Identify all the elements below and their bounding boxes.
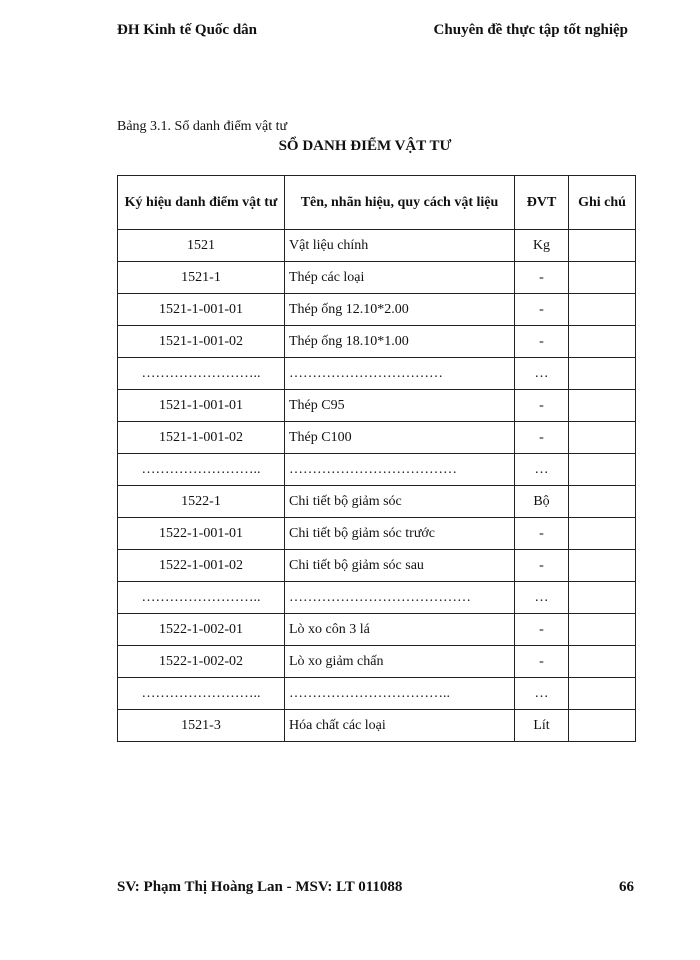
cell-note <box>569 390 636 422</box>
table-row <box>118 294 636 326</box>
cell-name: Lò xo giảm chấn <box>285 646 515 678</box>
column-header-unit: ĐVT <box>515 176 569 230</box>
cell-note <box>569 454 636 486</box>
cell-note <box>569 614 636 646</box>
cell-unit: … <box>515 358 569 390</box>
cell-code: 1522-1 <box>118 486 285 518</box>
column-header-name: Tên, nhãn hiệu, quy cách vật liệu <box>285 176 515 230</box>
table-row <box>118 358 636 390</box>
cell-name: Thép C100 <box>285 422 515 454</box>
cell-code: 1521-1-001-02 <box>118 326 285 358</box>
cell-note <box>569 422 636 454</box>
cell-code: 1521-1-001-01 <box>118 390 285 422</box>
cell-note <box>569 518 636 550</box>
cell-code: 1521-1-001-02 <box>118 422 285 454</box>
table-header-row <box>118 176 636 230</box>
cell-unit: - <box>515 614 569 646</box>
table-row <box>118 646 636 678</box>
cell-name: Thép các loại <box>285 262 515 294</box>
cell-code: 1521-1 <box>118 262 285 294</box>
cell-unit: Bộ <box>515 486 569 518</box>
cell-code: 1522-1-001-01 <box>118 518 285 550</box>
cell-unit: - <box>515 550 569 582</box>
cell-note <box>569 262 636 294</box>
table-row <box>118 550 636 582</box>
cell-note <box>569 358 636 390</box>
cell-code: …………………….. <box>118 582 285 614</box>
table-caption: Bảng 3.1. Sổ danh điểm vật tư <box>117 119 288 134</box>
cell-unit: - <box>515 422 569 454</box>
cell-note <box>569 710 636 742</box>
table-row <box>118 262 636 294</box>
table-row <box>118 390 636 422</box>
table-row <box>118 710 636 742</box>
table-row <box>118 614 636 646</box>
cell-unit: Lít <box>515 710 569 742</box>
cell-name: …………………………… <box>285 358 515 390</box>
table-row <box>118 454 636 486</box>
cell-name: Thép ống 18.10*1.00 <box>285 326 515 358</box>
cell-code: …………………….. <box>118 454 285 486</box>
table-row <box>118 326 636 358</box>
table-row <box>118 422 636 454</box>
cell-name: Lò xo côn 3 lá <box>285 614 515 646</box>
table-title: SỔ DANH ĐIỂM VẬT TƯ <box>278 138 452 154</box>
header-report-title: Chuyên đề thực tập tốt nghiệp <box>433 22 628 38</box>
cell-name: Chi tiết bộ giảm sóc <box>285 486 515 518</box>
cell-unit: - <box>515 294 569 326</box>
cell-note <box>569 550 636 582</box>
cell-name: Chi tiết bộ giảm sóc trước <box>285 518 515 550</box>
cell-unit: - <box>515 518 569 550</box>
cell-note <box>569 294 636 326</box>
cell-code: 1521 <box>118 230 285 262</box>
cell-unit: … <box>515 582 569 614</box>
cell-code: 1522-1-002-02 <box>118 646 285 678</box>
cell-code: 1522-1-001-02 <box>118 550 285 582</box>
cell-unit: - <box>515 326 569 358</box>
cell-unit: … <box>515 454 569 486</box>
cell-name: Chi tiết bộ giảm sóc sau <box>285 550 515 582</box>
cell-note <box>569 646 636 678</box>
cell-note <box>569 678 636 710</box>
cell-note <box>569 326 636 358</box>
cell-name: Vật liệu chính <box>285 230 515 262</box>
cell-note <box>569 582 636 614</box>
cell-note <box>569 230 636 262</box>
cell-unit: Kg <box>515 230 569 262</box>
cell-name: ……………………………… <box>285 454 515 486</box>
table-row <box>118 518 636 550</box>
cell-unit: … <box>515 678 569 710</box>
cell-code: …………………….. <box>118 678 285 710</box>
cell-name: Thép C95 <box>285 390 515 422</box>
table-row <box>118 230 636 262</box>
column-header-note: Ghi chú <box>569 176 636 230</box>
cell-name: ………………………………… <box>285 582 515 614</box>
cell-unit: - <box>515 390 569 422</box>
cell-note <box>569 486 636 518</box>
material-catalog-table <box>117 175 636 742</box>
page-number: 66 <box>619 879 634 895</box>
table-row <box>118 678 636 710</box>
cell-code: 1521-1-001-01 <box>118 294 285 326</box>
cell-code: 1522-1-002-01 <box>118 614 285 646</box>
footer-student-info: SV: Phạm Thị Hoàng Lan - MSV: LT 011088 <box>117 879 403 895</box>
table-row <box>118 486 636 518</box>
cell-unit: - <box>515 262 569 294</box>
cell-unit: - <box>515 646 569 678</box>
cell-code: 1521-3 <box>118 710 285 742</box>
cell-name: Thép ống 12.10*2.00 <box>285 294 515 326</box>
cell-name: Hóa chất các loại <box>285 710 515 742</box>
cell-name: …………………………….. <box>285 678 515 710</box>
cell-code: …………………….. <box>118 358 285 390</box>
table-row <box>118 582 636 614</box>
column-header-code: Ký hiệu danh điểm vật tư <box>118 176 285 230</box>
header-university: ĐH Kinh tế Quốc dân <box>117 22 258 38</box>
